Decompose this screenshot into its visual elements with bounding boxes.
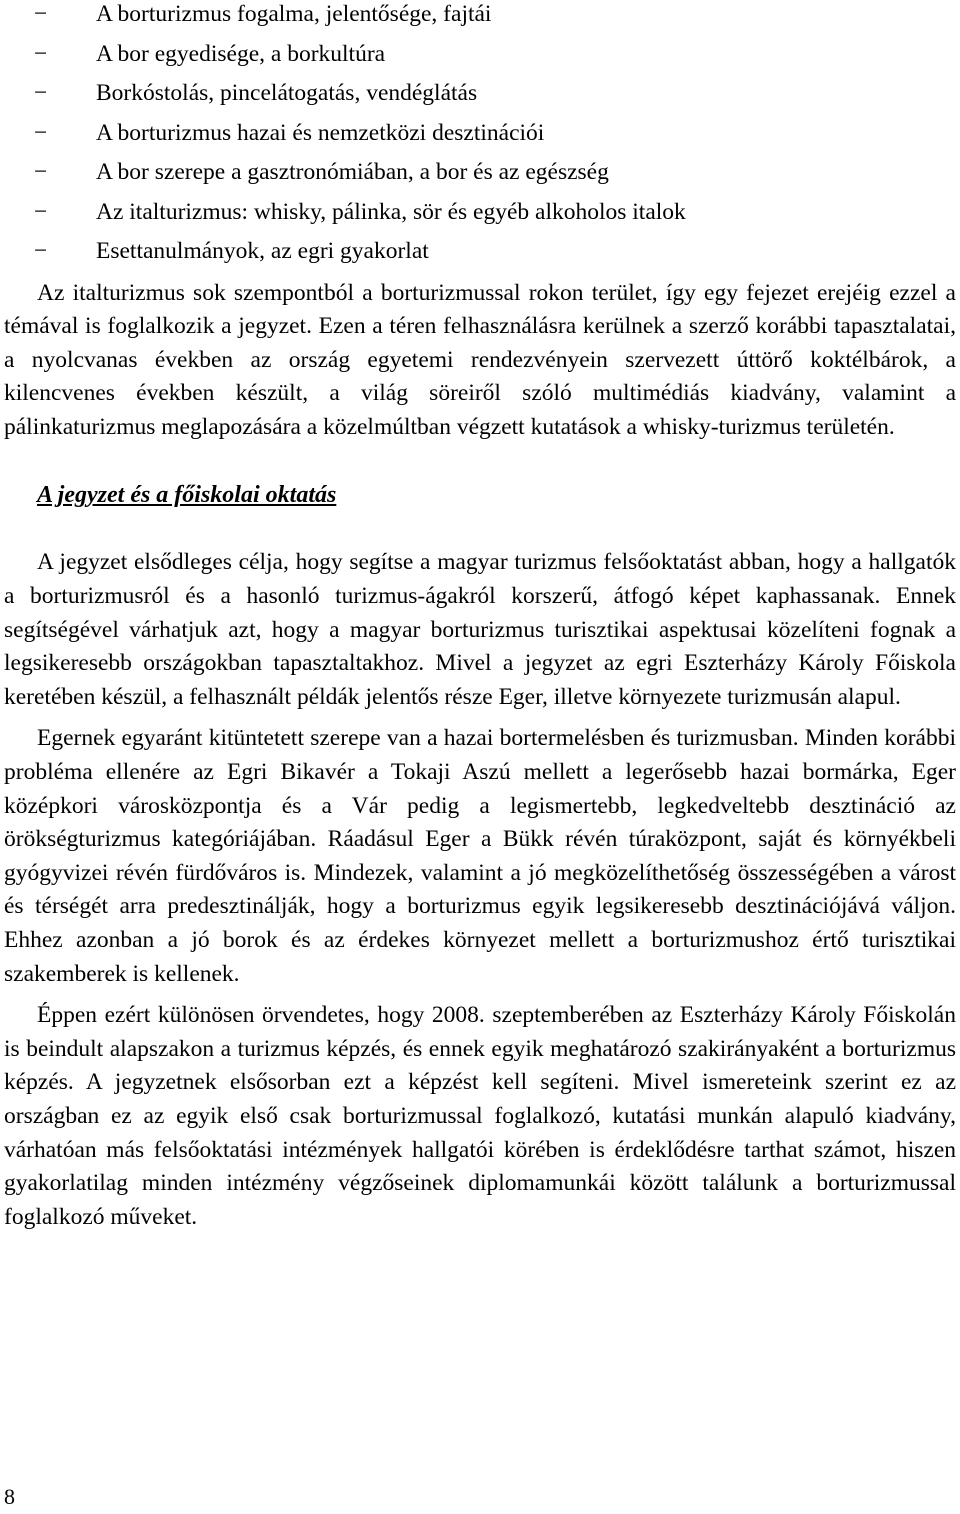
dash-bullet: −: [34, 40, 48, 67]
page-number: 8: [4, 1484, 15, 1509]
list-item-text: A bor szerepe a gasztronómiában, a bor és az egészség: [96, 159, 609, 185]
list-item-text: Az italturizmus: whisky, pálinka, sör és egyéb alkoholos italok: [96, 198, 686, 225]
topic-list: [4, 0, 956, 277]
paragraph-eger: Egernek egyaránt kitüntetett szerepe van a hazai bortermelésben és turizmusban. Minden korábbi probléma ellenére az Egri Bikavér a Tokaji Aszú mellett a legerősebb hazai bormárka, Eger középkori városközpontja és a Vár pedig a legismertebb, legkedveltebb desztináció az örökségturizmus kategóriájában. Ráadásul Eger a Bükk révén túraközpont, saját és környékbeli gyógyvizei révén fürdőváros is. Mindezek, valamint a jó megközelíthetőség összességében a várost és térségét arra predesztinálják, hogy a borturizmus egyik legsikeresebb desztinációjává váljon. Ehhez azonban a jó borok és az érdekes környezet mellett a borturizmushoz értő turisztikai szakemberek is kellenek.: [4, 725, 956, 987]
list-item-text: A borturizmus fogalma, jelentősége, fajtái: [96, 1, 492, 27]
list-item: [4, 0, 956, 40]
dash-bullet: −: [34, 1, 48, 27]
list-item: [4, 198, 956, 238]
list-item-text: A bor egyedisége, a borkultúra: [96, 40, 386, 67]
intro-paragraph: Az italturizmus sok szempontból a borturizmussal rokon terület, így egy fejezet erejéig ezzel a témával is foglalkozik a jegyzet. Ezen a téren felhasználásra kerülnek a szerző korábbi tapasztalatai, a nyolcvanas években az ország egyetemi rendezvényein szervezett úttörő koktélbárok, a kilencvenes években készült, a világ söreiről szóló multimédiás kiadvány, valamint a pálinkaturizmus meglapozására a közelmúltban végzett kutatások a whisky-turizmus területén.: [4, 279, 956, 440]
dash-bullet: −: [34, 80, 48, 106]
paragraph-training: Éppen ezért különösen örvendetes, hogy 2008. szeptemberében az Eszterházy Károly Főiskolán is beindult alapszakon a turizmus képzés, és ennek egyik meghatározó szakirányaként a borturizmus képzés. A jegyzetnek elsősorban ezt a képzést kell segíteni. Mivel ismereteink szerint ez az országban ez az egyik első csak borturizmussal foglalkozó, kutatási munkán alapuló kiadvány, várhatóan más felsőoktatási intézmények hallgatói körében is érdeklődésre tarthat számot, hiszen gyakorlatilag minden intézmény végzőseinek diplomamunkái között találunk a borturizmussal foglalkozó műveket.: [4, 1002, 956, 1230]
list-item: [4, 119, 956, 159]
list-item-text: Esettanulmányok, az egri gyakorlat: [96, 238, 429, 264]
list-item: [4, 40, 956, 80]
dash-bullet: −: [34, 198, 48, 225]
dash-bullet: −: [34, 238, 48, 264]
dash-bullet: −: [34, 159, 48, 185]
list-item: [4, 237, 956, 277]
paragraph-aims: A jegyzet elsődleges célja, hogy segítse a magyar turizmus felsőoktatást abban, hogy a hallgatók a borturizmusról és a hasonló turizmus-ágakról korszerű, átfogó képet kaphassanak. Ennek segítségével várhatjuk azt, hogy a magyar borturizmus turisztikai aspektusai közelíteni fognak a legsikeresebb országokban tapasztaltakhoz. Mivel a jegyzet az egri Eszterházy Károly Főiskola keretében készül, a felhasznált példák jelentős része Eger, illetve környezete turizmusán alapul.: [4, 549, 956, 710]
document-page: [4, 0, 956, 1234]
list-item-text: Borkóstolás, pincelátogatás, vendéglátás: [96, 80, 478, 106]
dash-bullet: −: [34, 119, 48, 146]
section-heading: A jegyzet és a főiskolai oktatás: [37, 482, 337, 509]
list-item: [4, 158, 956, 198]
list-item-text: A borturizmus hazai és nemzetközi desztinációi: [96, 119, 545, 146]
list-item: [4, 79, 956, 119]
